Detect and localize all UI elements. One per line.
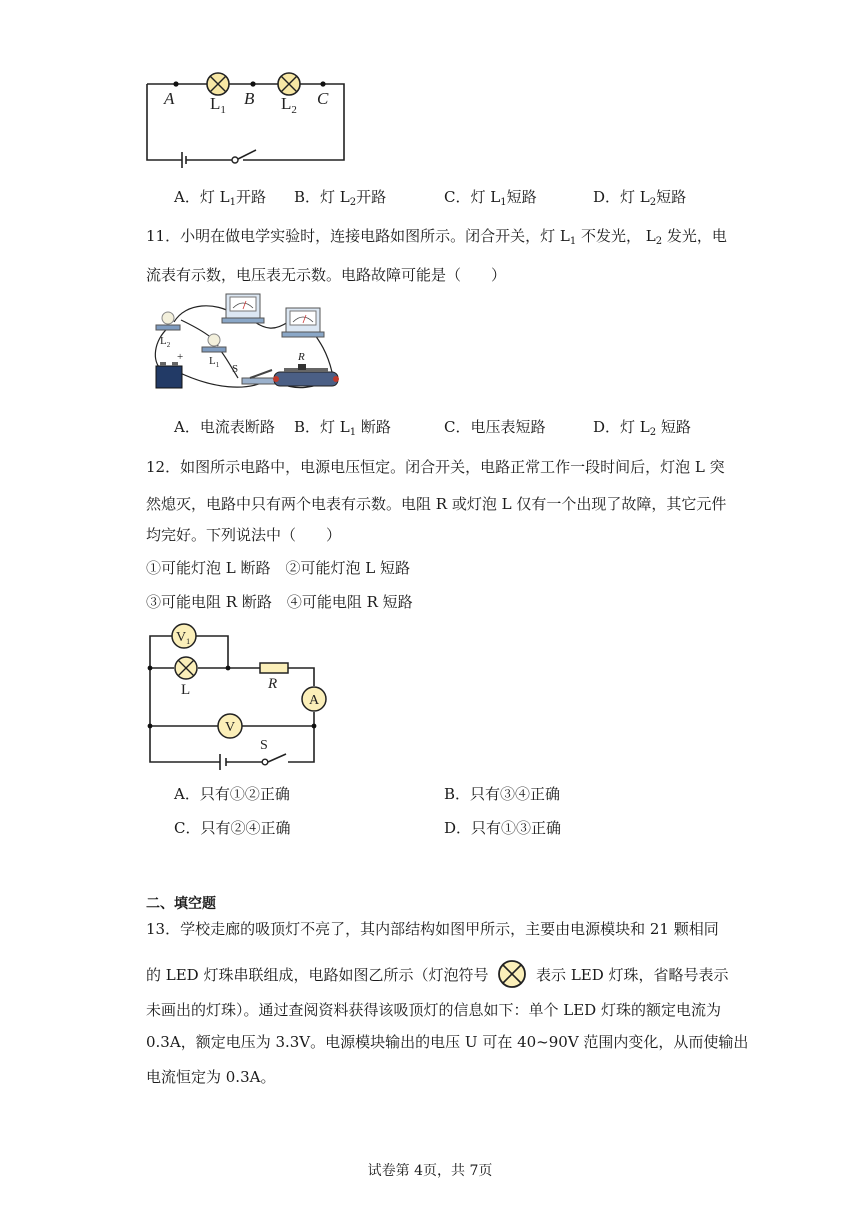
q12-option-c[interactable]: C．只有②④正确 [174,819,291,837]
q11-stem-line2: 流表有示数，电压表无示数。电路故障可能是（ ） [146,266,507,284]
resistor-r-symbol [260,663,288,673]
q11-option-a[interactable]: A．电流表断路 [174,418,275,436]
lamp-l1-symbol [207,73,229,95]
label-l1: $L_1$ [210,94,226,116]
led-lamp-symbol-icon [497,959,527,989]
label-b: B [244,89,255,108]
rheostat-illustration [273,364,339,386]
label-plus: + [177,351,184,363]
q13-line4: 0.3A，额定电压为 3.3V。电源模块输出的电压 U 可在 40~90V 范围内变化，从而使输出 [146,1033,749,1051]
q12-stem-line1: 12．如图所示电路中，电源电压恒定。闭合开关，电路正常工作一段时间后，灯泡 L 突 [146,458,725,476]
page-footer: 试卷第 4页，共 7页 [367,1163,493,1179]
q10-option-d[interactable]: D．灯 $L_2$短路 [593,188,687,208]
q12-stem-line2: 然熄灭，电路中只有两个电表有示数。电阻 R 或灯泡 L 仅有一个出现了故障，其它元件 [146,495,727,513]
label-c: C [317,89,329,108]
ammeter-illustration [222,294,264,323]
q11-physical-circuit-illustration [146,292,346,398]
label-l1: $L_1$ [209,355,220,369]
battery-illustration [156,362,182,388]
voltmeter-v1-symbol [172,624,196,648]
q10-option-b[interactable]: B．灯 $L_2$开路 [294,188,387,208]
lamp-l2-illustration [156,312,180,330]
q12-statement-1-2: ①可能灯泡 L 断路 ②可能灯泡 L 短路 [146,559,410,577]
svg-text:V: V [225,720,236,735]
junction-a [173,81,178,86]
label-s: S [260,738,268,753]
q12-statement-3-4: ③可能电阻 R 断路 ④可能电阻 R 短路 [146,593,413,611]
section-title-fill-in: 二、填空题 [146,896,216,912]
q11-option-c[interactable]: C．电压表短路 [444,418,546,436]
lamp-l2-symbol [278,73,300,95]
label-l: L [181,682,191,698]
q13-line2: 的 LED 灯珠串联组成，电路如图乙所示（灯泡符号 表示 LED 灯珠，省略号表示 [146,959,729,989]
q10-option-a[interactable]: A．灯 $L_1$开路 [174,188,266,208]
label-l2: $L_2$ [281,94,297,116]
q12-option-b[interactable]: B．只有③④正确 [444,785,561,803]
svg-text:V1: $V_1$ [176,630,191,646]
label-s: S [232,363,239,375]
label-l2: $L_2$ [160,335,171,349]
switch-pivot [262,759,268,765]
junction-b [250,81,255,86]
label-r: R [298,351,305,363]
q12-stem-line3: 均完好。下列说法中（ ） [146,526,342,544]
q13-line1: 13．学校走廊的吸顶灯不亮了，其内部结构如图甲所示，主要由电源模块和 21 颗相同 [146,920,719,938]
switch-pivot [232,157,238,163]
q12-circuit-diagram [144,622,334,772]
q13-line5: 电流恒定为 0.3A。 [146,1068,276,1086]
q11-option-d[interactable]: D．灯 $L_2$ 短路 [593,418,691,438]
junction-c [320,81,325,86]
voltmeter-illustration [282,308,324,337]
q10-circuit-diagram [140,66,360,170]
label-r: R [268,676,278,692]
q12-option-a[interactable]: A．只有①②正确 [174,785,290,803]
q11-stem-line1: 11．小明在做电学实验时，连接电路如图所示。闭合开关，灯 $L_1$ 不发光， $L_2$ 发光，电 [146,227,727,247]
ammeter-a-symbol [302,687,326,711]
q10-option-c[interactable]: C．灯 $L_1$短路 [444,188,537,208]
svg-text:A: A [309,693,320,708]
voltmeter-v-symbol [218,714,242,738]
label-a: A [164,89,175,108]
lamp-l-symbol [175,657,197,679]
q12-option-d[interactable]: D．只有①③正确 [444,819,562,837]
q11-option-b[interactable]: B．灯 $L_1$ 断路 [294,418,391,438]
q13-line3: 未画出的灯珠）。通过查阅资料获得该吸顶灯的信息如下：单个 LED 灯珠的额定电流为 [146,1001,721,1019]
lamp-l1-illustration [202,334,226,352]
